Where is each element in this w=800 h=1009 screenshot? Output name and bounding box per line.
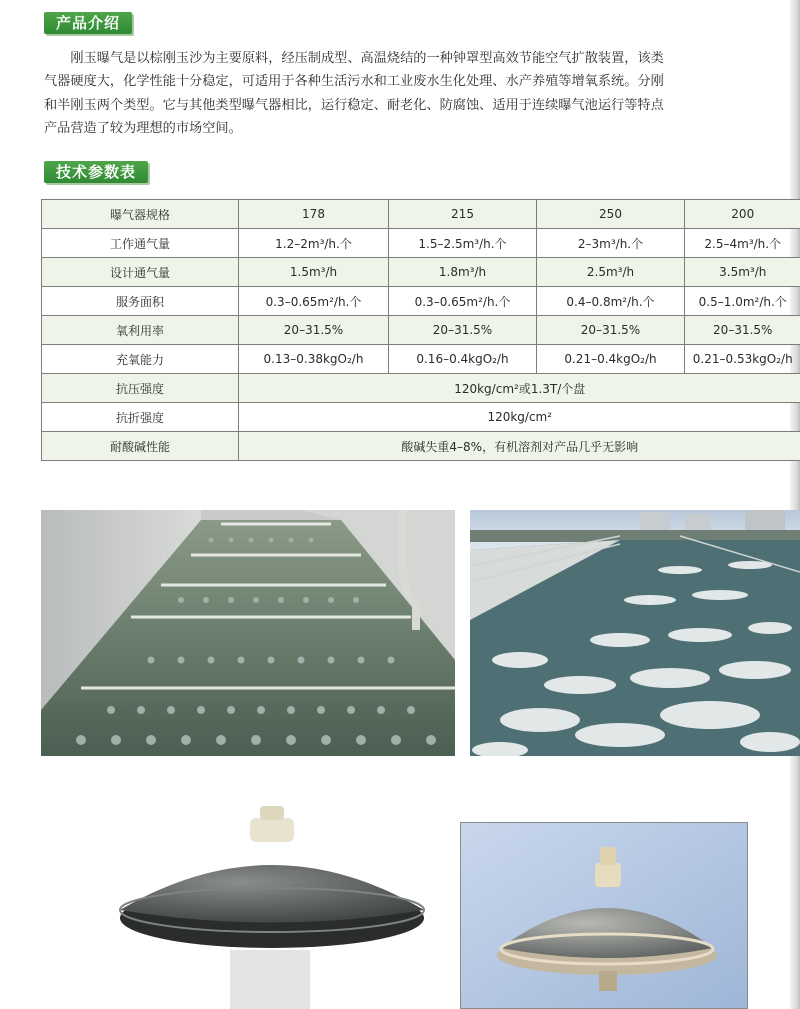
page-edge-shadow (790, 0, 800, 1009)
row-label: 服务面积 (42, 287, 239, 316)
table-cell: 1.5m³/h (239, 258, 389, 287)
table-cell-merged: 120kg/cm²或1.3T/个盘 (239, 374, 800, 403)
table-cell: 20–31.5% (685, 316, 800, 345)
table-cell: 1.5–2.5m³/h.个 (389, 229, 537, 258)
table-cell: 0.4–0.8m²/h.个 (537, 287, 685, 316)
table-cell: 0.13–0.38kgO₂/h (239, 345, 389, 374)
table-row (42, 403, 800, 432)
table-cell-merged: 酸碱失重4–8%，有机溶剂对产品几乎无影响 (239, 432, 800, 461)
section-title-specs: 技术参数表 (44, 161, 148, 183)
row-label: 设计通气量 (42, 258, 239, 287)
table-cell: 2.5–4m³/h.个 (685, 229, 800, 258)
table-cell: 250 (537, 200, 685, 229)
diffuser-dome-small-photo (460, 822, 748, 1009)
table-row (42, 345, 800, 374)
table-cell: 1.2–2m³/h.个 (239, 229, 389, 258)
table-cell: 215 (389, 200, 537, 229)
row-label: 充氧能力 (42, 345, 239, 374)
intro-line: 刚玉曝气是以棕刚玉沙为主要原料，经压制成型、高温烧结的一种钟罩型高效节能空气扩散装置，该类 (70, 51, 664, 66)
table-cell: 0.21–0.4kgO₂/h (537, 345, 685, 374)
row-label: 耐酸碱性能 (42, 432, 239, 461)
table-row (42, 316, 800, 345)
diffuser-dome-large-photo (100, 800, 430, 1009)
intro-line: 和半刚玉两个类型。它与其他类型曝气器相比，运行稳定、耐老化、防腐蚀、适用于连续曝气池运行等特点 (44, 97, 664, 113)
aeration-basin-photo (470, 510, 800, 756)
table-cell: 20–31.5% (239, 316, 389, 345)
row-label: 抗压强度 (42, 374, 239, 403)
intro-line: 气器硬度大，化学性能十分稳定，可适用于各种生活污水和工业废水生化处理、水产养殖等增氧系统。分刚 (44, 74, 664, 90)
section-title-intro: 产品介绍 (44, 12, 132, 34)
table-cell: 0.3–0.65m²/h.个 (239, 287, 389, 316)
table-cell: 2.5m³/h (537, 258, 685, 287)
row-label: 曝气器规格 (42, 200, 239, 229)
table-row (42, 229, 800, 258)
tank-diffuser-grid-photo (41, 510, 455, 756)
table-cell: 0.16–0.4kgO₂/h (389, 345, 537, 374)
row-label: 工作通气量 (42, 229, 239, 258)
table-row (42, 200, 800, 229)
intro-line: 产品营造了较为理想的市场空间。 (44, 121, 242, 137)
table-row (42, 432, 800, 461)
table-cell: 1.8m³/h (389, 258, 537, 287)
table-cell: 0.21–0.53kgO₂/h (685, 345, 800, 374)
table-cell: 200 (685, 200, 800, 229)
table-cell: 2–3m³/h.个 (537, 229, 685, 258)
table-cell: 0.3–0.65m²/h.个 (389, 287, 537, 316)
table-row (42, 258, 800, 287)
table-cell: 20–31.5% (389, 316, 537, 345)
row-label: 氧利用率 (42, 316, 239, 345)
table-cell: 3.5m³/h (685, 258, 800, 287)
table-row (42, 374, 800, 403)
table-row (42, 287, 800, 316)
row-label: 抗折强度 (42, 403, 239, 432)
table-cell: 20–31.5% (537, 316, 685, 345)
table-cell: 178 (239, 200, 389, 229)
spec-table (41, 199, 800, 461)
table-cell-merged: 120kg/cm² (239, 403, 800, 432)
intro-paragraph (44, 47, 800, 141)
table-cell: 0.5–1.0m²/h.个 (685, 287, 800, 316)
